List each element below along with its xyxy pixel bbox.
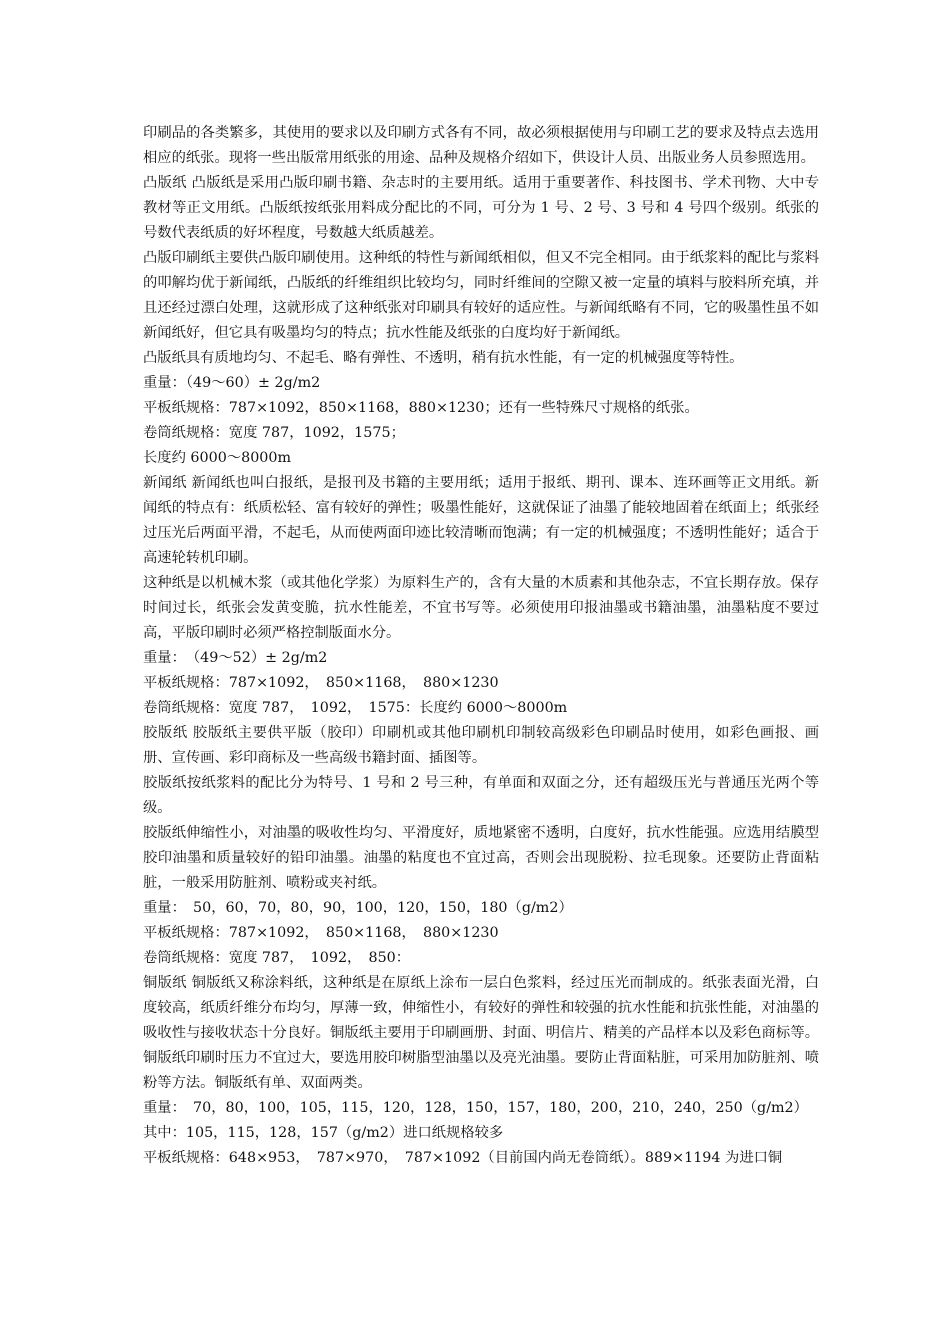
spec-coated-weight: 重量： 70，80，100，105，115，120，128，150，157，180，200，210，240，250（g/m2） — [143, 1100, 808, 1116]
spec-offset-roll: 卷筒纸规格：宽度 787， 1092， 850： — [143, 950, 411, 966]
spec-letterpress-weight: 重量：（49～60）± 2g/m2 — [143, 375, 321, 391]
paragraph-newsprint-intro: 新闻纸 新闻纸也叫白报纸，是报刊及书籍的主要用纸；适用于报纸、期刊、课本、连环画等正文用纸。新闻纸的特点有：纸质松轻、富有较好的弹性；吸墨性能好，这就保证了油墨了能较地固着在纸面上；纸张经过压光后两面平滑，不起毛，从而使两面印迹比较清晰而饱满；有一定的机械强度；不透明性能好；适合于高速轮转机印刷。 — [143, 475, 819, 566]
paragraph-letterpress-properties: 凸版印刷纸主要供凸版印刷使用。这种纸的特性与新闻纸相似，但又不完全相同。由于纸浆料的配比与浆料的叩解均优于新闻纸，凸版纸的纤维组织比较均匀，同时纤维间的空隙又被一定量的填料与胶料所充填，并且还经过漂白处理，这就形成了这种纸张对印刷具有较好的适应性。与新闻纸略有不同，它的吸墨性虽不如新闻纸好，但它具有吸墨均匀的特点；抗水性能及纸张的白度均好于新闻纸。 — [143, 250, 819, 341]
paragraph-offset-grades: 胶版纸按纸浆料的配比分为特号、1 号和 2 号三种，有单面和双面之分，还有超级压光与普通压光两个等级。 — [143, 775, 819, 816]
spec-letterpress-roll-width: 卷筒纸规格：宽度 787，1092，1575； — [143, 425, 405, 441]
spec-newsprint-sheet: 平板纸规格：787×1092， 850×1168， 880×1230 — [143, 675, 499, 691]
document-body — [143, 121, 819, 1171]
paragraph-offset-properties: 胶版纸伸缩性小，对油墨的吸收性均匀、平滑度好，质地紧密不透明，白度好，抗水性能强。应选用结膜型胶印油墨和质量较好的铅印油墨。油墨的粘度也不宜过高，否则会出现脱粉、拉毛现象。还要防止背面粘脏，一般采用防脏剂、喷粉或夹衬纸。 — [143, 825, 819, 891]
paragraph-letterpress-intro: 凸版纸 凸版纸是采用凸版印刷书籍、杂志时的主要用纸。适用于重要著作、科技图书、学术刊物、大中专教材等正文用纸。凸版纸按纸张用料成分配比的不同，可分为 1 号、2 号、3 号和 4 号四个级别。纸张的号数代表纸质的好坏程度，号数越大纸质越差。 — [143, 175, 819, 241]
spec-newsprint-roll: 卷筒纸规格：宽度 787， 1092， 1575：长度约 6000～8000m — [143, 700, 568, 716]
spec-offset-weight: 重量： 50，60，70，80，90，100，120，150，180（g/m2） — [143, 900, 573, 916]
spec-letterpress-sheet: 平板纸规格：787×1092，850×1168，880×1230；还有一些特殊尺寸规格的纸张。 — [143, 400, 699, 416]
spec-letterpress-roll-length: 长度约 6000～8000m — [143, 450, 292, 466]
paragraph-offset-intro: 胶版纸 胶版纸主要供平版（胶印）印刷机或其他印刷机印制较高级彩色印刷品时使用，如彩色画报、画册、宣传画、彩印商标及一些高级书籍封面、插图等。 — [143, 725, 819, 766]
paragraph-letterpress-features: 凸版纸具有质地均匀、不起毛、略有弹性、不透明，稍有抗水性能，有一定的机械强度等特性。 — [143, 350, 744, 366]
spec-coated-sheet: 平板纸规格：648×953， 787×970， 787×1092（目前国内尚无卷筒纸）。889×1194 为进口铜 — [143, 1150, 783, 1166]
spec-offset-sheet: 平板纸规格：787×1092， 850×1168， 880×1230 — [143, 925, 499, 941]
paragraph-coated-intro: 铜版纸 铜版纸又称涂料纸，这种纸是在原纸上涂布一层白色浆料，经过压光而制成的。纸张表面光滑，白度较高，纸质纤维分布均匀，厚薄一致，伸缩性小，有较好的弹性和较强的抗水性能和抗张性能，对油墨的吸收性与接收状态十分良好。铜版纸主要用于印刷画册、封面、明信片、精美的产品样本以及彩色商标等。铜版纸印刷时压力不宜过大，要选用胶印树脂型油墨以及亮光油墨。要防止背面粘脏，可采用加防脏剂、喷粉等方法。铜版纸有单、双面两类。 — [143, 975, 819, 1091]
paragraph-newsprint-material: 这种纸是以机械木浆（或其他化学浆）为原料生产的，含有大量的木质素和其他杂志，不宜长期存放。保存时间过长，纸张会发黄变脆，抗水性能差，不宜书写等。必须使用印报油墨或书籍油墨，油墨粘度不要过高，平版印刷时必须严格控制版面水分。 — [143, 575, 819, 641]
paragraph-intro: 印刷品的各类繁多，其使用的要求以及印刷方式各有不同，故必须根据使用与印刷工艺的要求及特点去选用相应的纸张。现将一些出版常用纸张的用途、品种及规格介绍如下，供设计人员、出版业务人员参照选用。 — [143, 125, 819, 166]
spec-newsprint-weight: 重量： （49～52）± 2g/m2 — [143, 650, 328, 666]
spec-coated-imported: 其中：105，115，128，157（g/m2）进口纸规格较多 — [143, 1125, 504, 1141]
